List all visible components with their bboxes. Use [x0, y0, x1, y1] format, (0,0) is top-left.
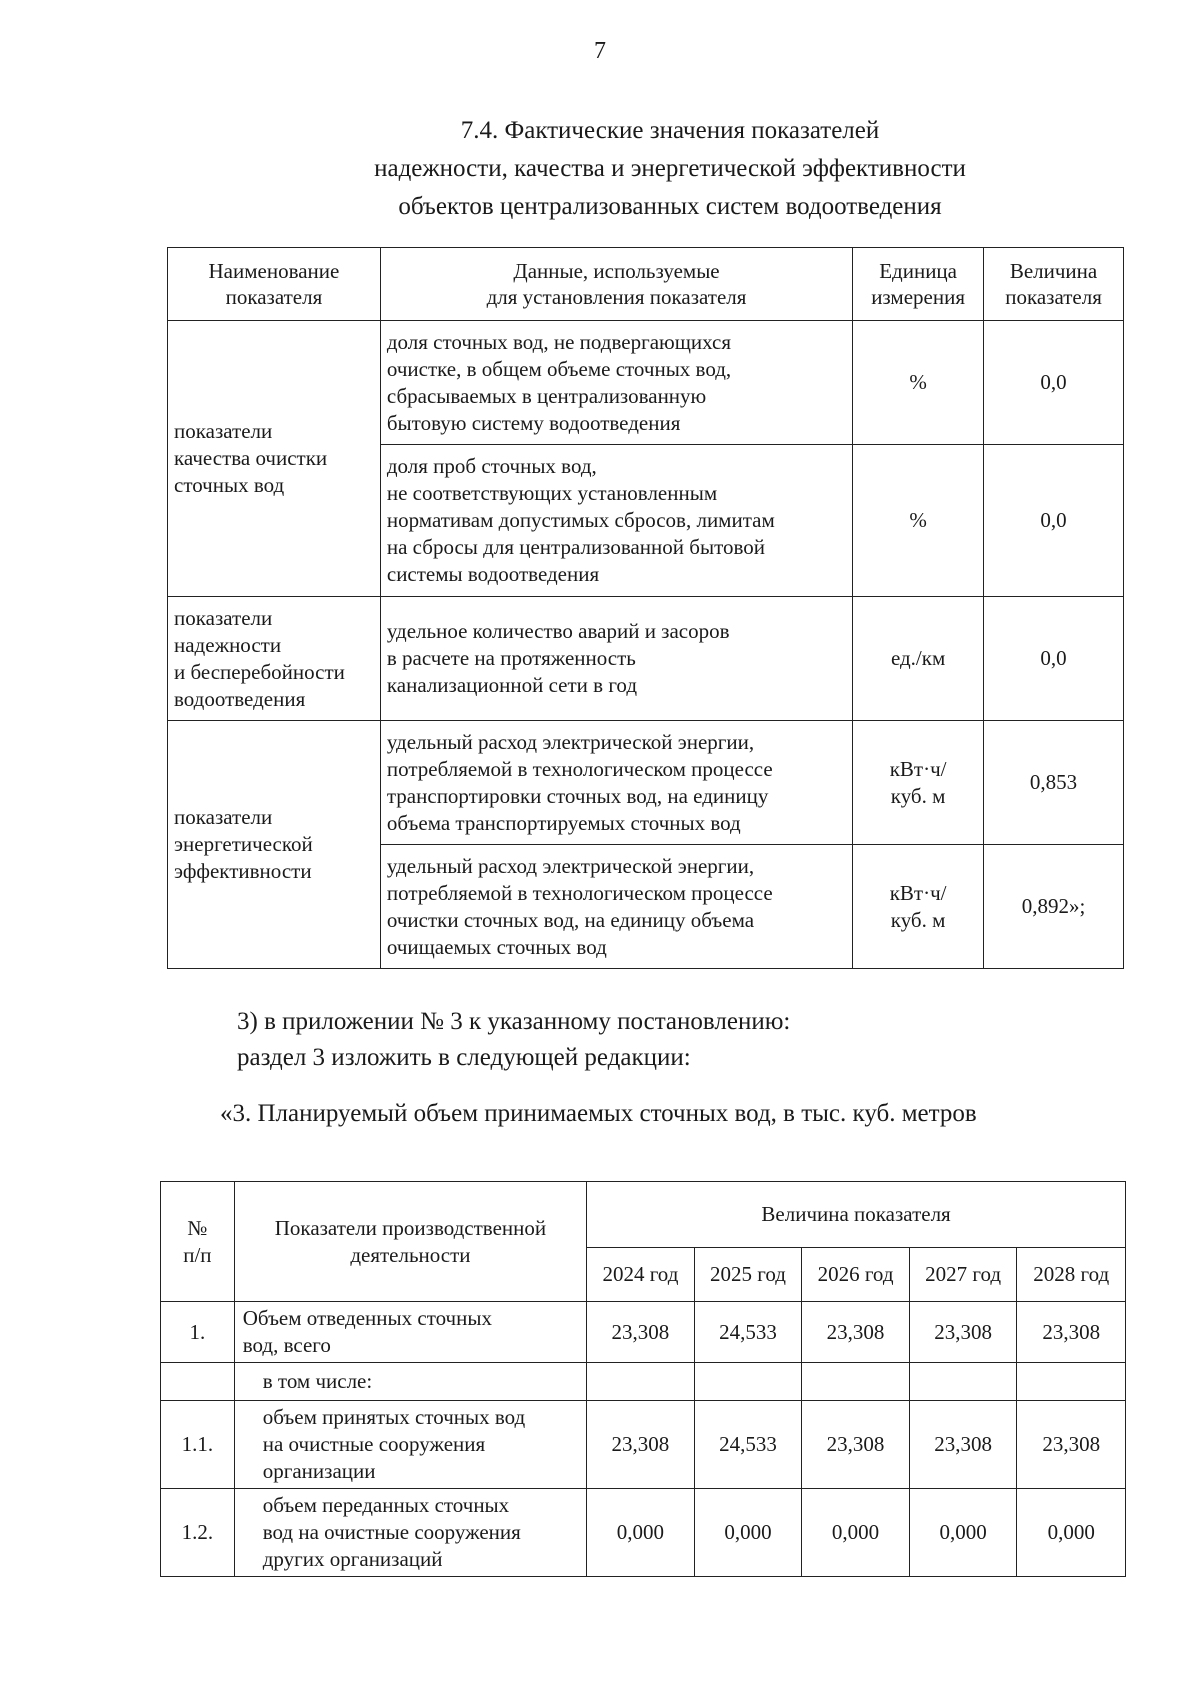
row-label: Объем отведенных сточных вод, всего: [234, 1302, 586, 1363]
row-label: объем переданных сточных вод на очистные сооружения других организаций: [234, 1489, 586, 1577]
indicator-unit: ед./км: [853, 597, 984, 721]
row-value: 23,308: [587, 1302, 695, 1363]
row-num: [161, 1363, 235, 1401]
section3-title: «3. Планируемый объем принимаемых сточных вод, в тыс. куб. метров: [220, 1100, 977, 1127]
row-value: 24,533: [694, 1302, 802, 1363]
heading-line: надежности, качества и энергетической эффективности: [374, 155, 966, 182]
row-value: 24,533: [694, 1401, 802, 1489]
row-value: 23,308: [802, 1401, 910, 1489]
amendment-paragraph: [237, 1004, 790, 1076]
table-row: [161, 1489, 1126, 1577]
table-row: [168, 597, 1124, 721]
heading-line: 7.4. Фактические значения показателей: [460, 117, 880, 144]
row-num: 1.: [161, 1302, 235, 1363]
paragraph-line: 3) в приложении № 3 к указанному постановлению:: [237, 1008, 791, 1035]
table-row: [161, 1401, 1126, 1489]
section-heading: [300, 112, 1040, 226]
row-value: [694, 1363, 802, 1401]
header-num: № п/п: [161, 1182, 235, 1302]
header-year: 2024 год: [587, 1248, 695, 1302]
indicator-value: 0,892»;: [984, 845, 1124, 969]
header-year: 2025 год: [694, 1248, 802, 1302]
group-name-reliability: показатели надежности и бесперебойности водоотведения: [168, 597, 381, 721]
row-value: 23,308: [802, 1302, 910, 1363]
page-number: 7: [594, 38, 606, 64]
heading-line: объектов централизованных систем водоотведения: [398, 193, 942, 220]
row-value: 0,000: [587, 1489, 695, 1577]
row-value: [587, 1363, 695, 1401]
row-value: 0,000: [802, 1489, 910, 1577]
header-year: 2026 год: [802, 1248, 910, 1302]
row-value: 0,000: [909, 1489, 1017, 1577]
table-row: [161, 1302, 1126, 1363]
header-year: 2028 год: [1017, 1248, 1126, 1302]
row-value: [802, 1363, 910, 1401]
header-data: Данные, используемые для установления показателя: [380, 248, 852, 321]
row-num: 1.1.: [161, 1401, 235, 1489]
indicator-value: 0,0: [984, 445, 1124, 597]
paragraph-line: раздел 3 изложить в следующей редакции:: [237, 1044, 691, 1071]
indicator-description: доля проб сточных вод, не соответствующих установленным нормативам допустимых сбросов, лимитам на сбросы для централизованной бытовой системы водоотведения: [380, 445, 852, 597]
group-name-energy: показатели энергетической эффективности: [168, 721, 381, 969]
table-row: [168, 721, 1124, 845]
indicator-unit: кВт·ч/ куб. м: [853, 721, 984, 845]
indicator-value: 0,0: [984, 321, 1124, 445]
indicator-value: 0,0: [984, 597, 1124, 721]
indicator-description: удельный расход электрической энергии, потребляемой в технологическом процессе транспортировки сточных вод, на единицу объема транспортируемых сточных вод: [380, 721, 852, 845]
indicator-description: удельный расход электрической энергии, потребляемой в технологическом процессе очистки сточных вод, на единицу объема очищаемых сточных вод: [380, 845, 852, 969]
header-year: 2027 год: [909, 1248, 1017, 1302]
header-value-group: Величина показателя: [587, 1182, 1126, 1248]
row-value: [909, 1363, 1017, 1401]
indicator-unit: %: [853, 445, 984, 597]
row-value: 23,308: [909, 1302, 1017, 1363]
indicator-value: 0,853: [984, 721, 1124, 845]
row-value: 23,308: [1017, 1401, 1126, 1489]
row-value: 23,308: [909, 1401, 1017, 1489]
table-row: [161, 1363, 1126, 1401]
group-name-quality: показатели качества очистки сточных вод: [168, 321, 381, 597]
row-num: 1.2.: [161, 1489, 235, 1577]
indicator-description: удельное количество аварий и засоров в расчете на протяженность канализационной сети в год: [380, 597, 852, 721]
indicator-unit: %: [853, 321, 984, 445]
indicator-description: доля сточных вод, не подвергающихся очистке, в общем объеме сточных вод, сбрасываемых в централизованную бытовую систему водоотведения: [380, 321, 852, 445]
row-label: объем принятых сточных вод на очистные сооружения организации: [234, 1401, 586, 1489]
indicators-table: [167, 247, 1124, 969]
row-label: в том числе:: [234, 1363, 586, 1401]
header-unit: Единица измерения: [853, 248, 984, 321]
header-name: Наименование показателя: [168, 248, 381, 321]
row-value: 0,000: [1017, 1489, 1126, 1577]
row-value: 0,000: [694, 1489, 802, 1577]
row-value: [1017, 1363, 1126, 1401]
header-indicator: Показатели производственной деятельности: [234, 1182, 586, 1302]
row-value: 23,308: [1017, 1302, 1126, 1363]
indicator-unit: кВт·ч/ куб. м: [853, 845, 984, 969]
planned-volume-table: [160, 1181, 1126, 1577]
table-header-row: [161, 1182, 1126, 1248]
table-header-row: [168, 248, 1124, 321]
row-value: 23,308: [587, 1401, 695, 1489]
table-row: [168, 321, 1124, 445]
header-value: Величина показателя: [984, 248, 1124, 321]
